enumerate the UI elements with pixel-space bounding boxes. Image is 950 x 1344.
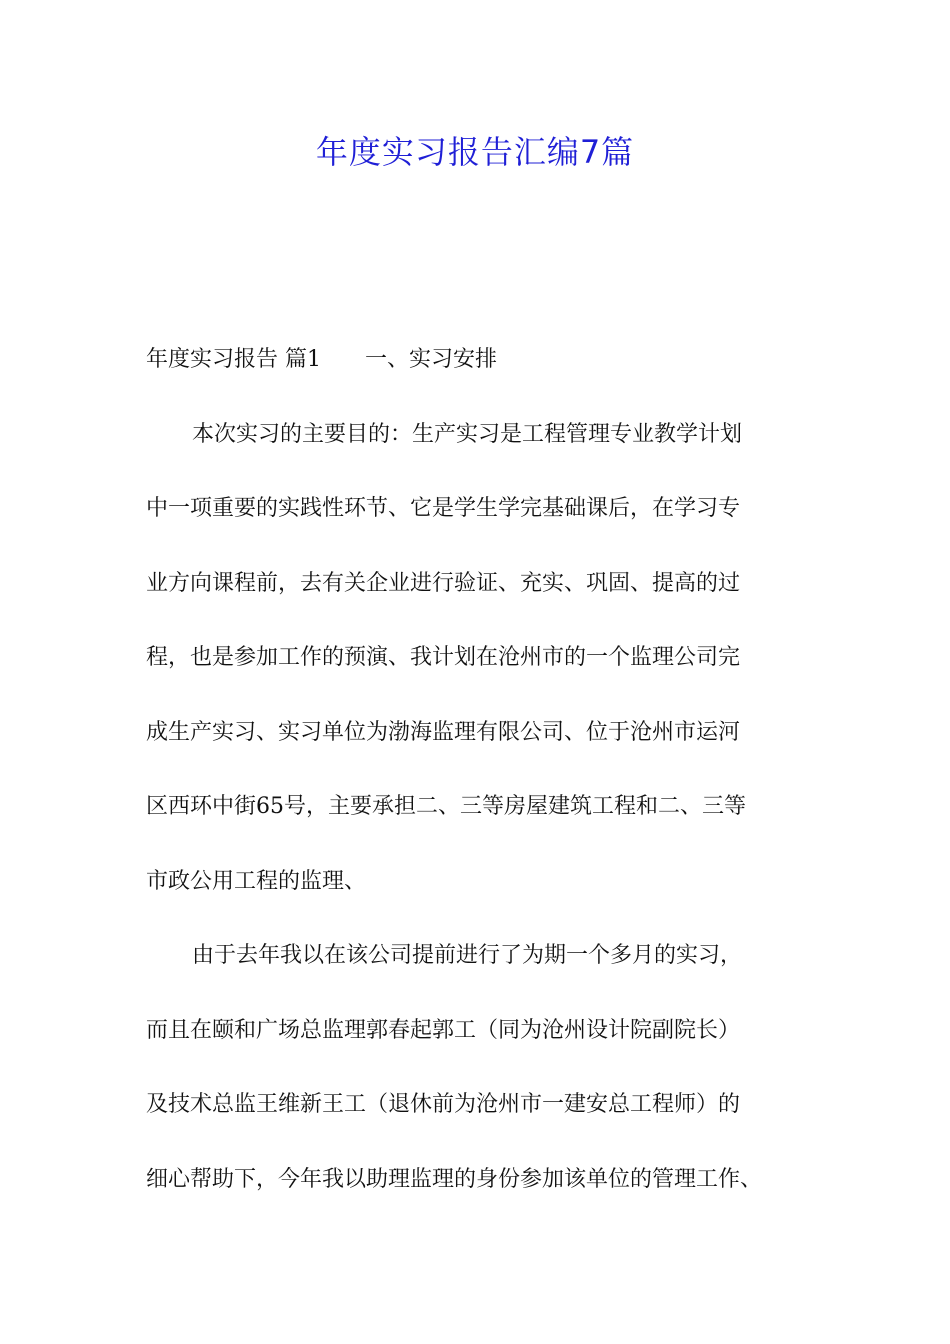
paragraph-line: 业方向课程前，去有关企业进行验证、充实、巩固、提高的过 <box>146 570 741 596</box>
paragraph-line: 程，也是参加工作的预演、我计划在沧州市的一个监理公司完 <box>146 645 741 670</box>
paragraph-line: 市政公用工程的监理、 <box>146 868 367 894</box>
paragraph-line: 而且在颐和广场总监理郭春起郭工（同为沧州设计院副院长） <box>146 1017 741 1043</box>
paragraph-line: 细心帮助下，今年我以助理监理的身份参加该单位的管理工作、 <box>146 1166 763 1192</box>
paragraph-line: 区西环中街65号，主要承担二、三等房屋建筑工程和二、三等 <box>146 794 746 819</box>
section-label: 年度实习报告 篇1 <box>146 347 321 372</box>
paragraph-line: 中一项重要的实践性环节、它是学生学完基础课后，在学习专 <box>146 496 741 521</box>
document-body <box>146 338 826 1232</box>
paragraph-line: 及技术总监王维新王工（退休前为沧州市一建安总工程师）的 <box>146 1092 741 1117</box>
section-heading: 一、实习安排 <box>365 347 498 372</box>
section-heading-line <box>146 338 826 413</box>
paragraph-line: 本次实习的主要目的：生产实习是工程管理专业教学计划 <box>192 421 743 447</box>
page-title: 年度实习报告汇编7篇 <box>315 133 635 171</box>
paragraph-line: 由于去年我以在该公司提前进行了为期一个多月的实习， <box>192 943 743 968</box>
paragraph-line: 成生产实习、实习单位为渤海监理有限公司、位于沧州市运河 <box>146 719 741 745</box>
